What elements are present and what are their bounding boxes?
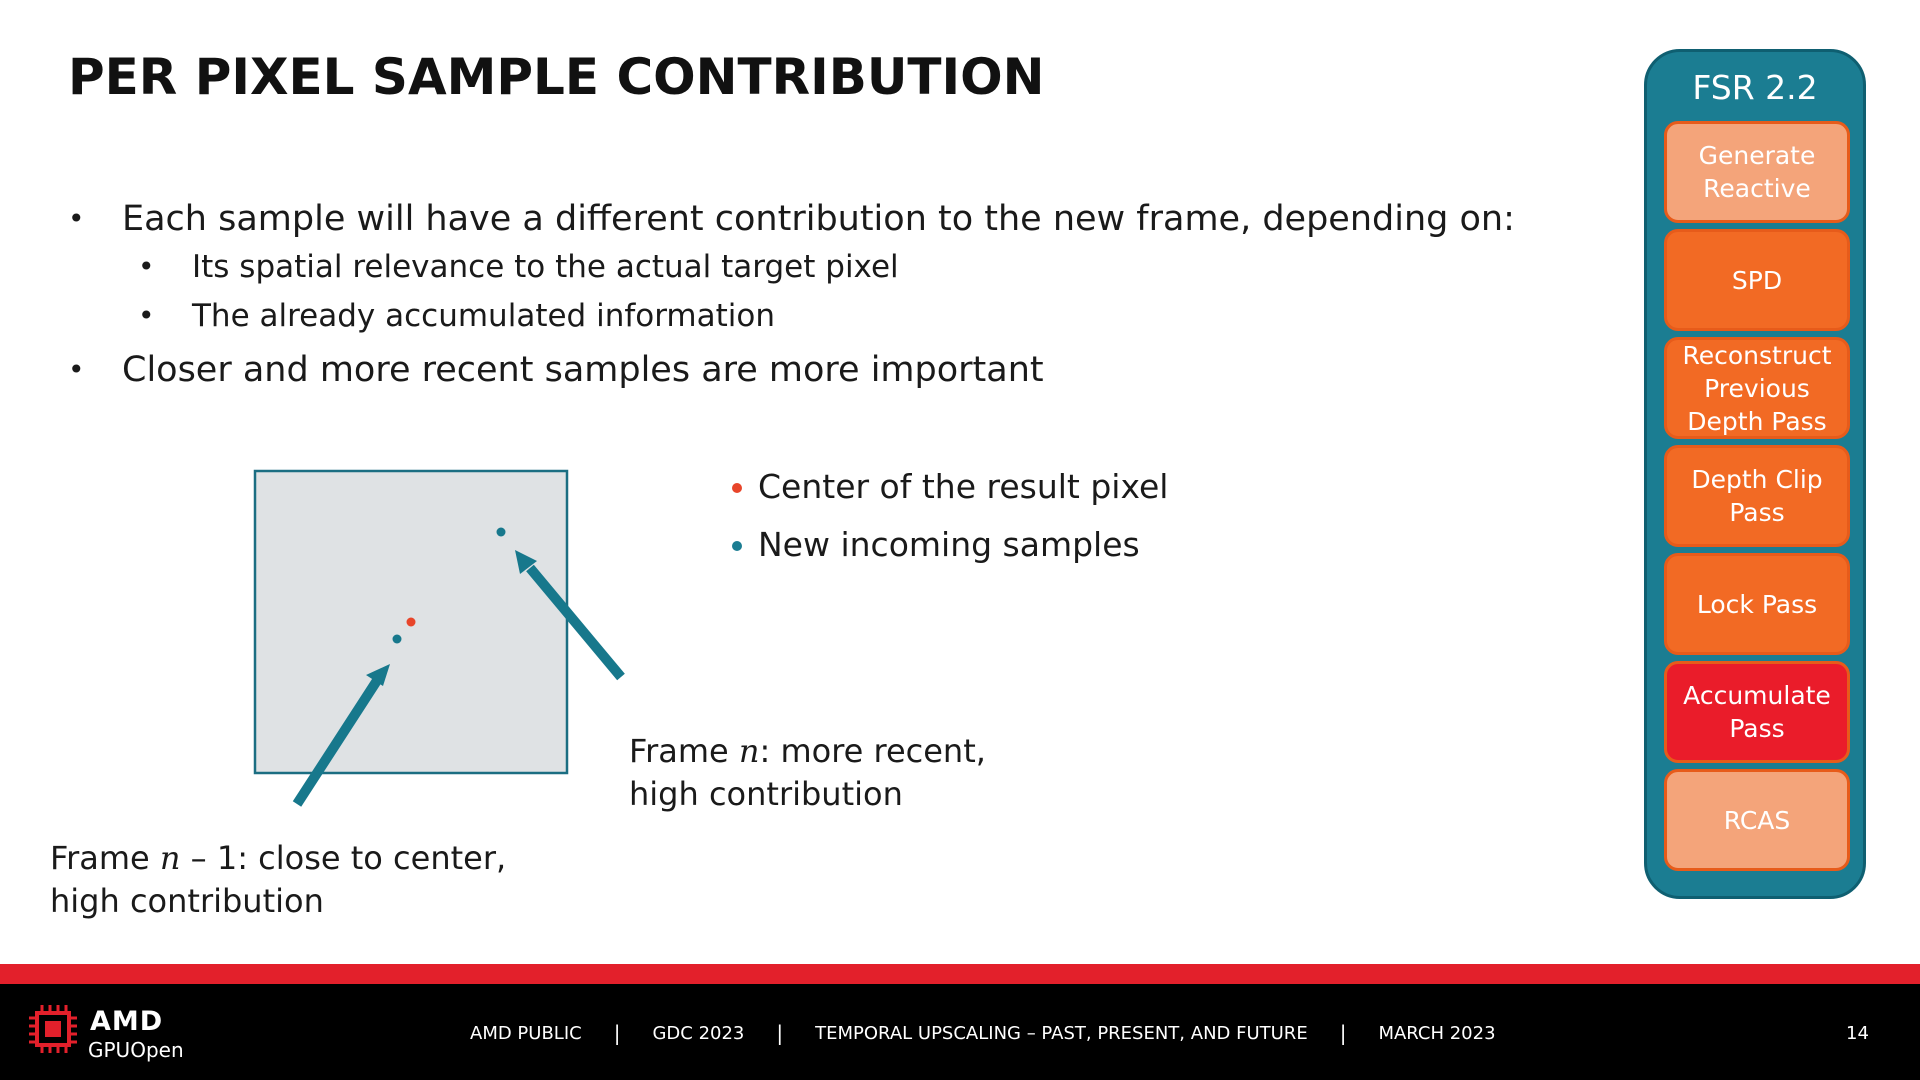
stage-lock-pass: Lock Pass — [1664, 553, 1850, 655]
bullet-text: Closer and more recent samples are more important — [122, 350, 1044, 390]
footer-item: AMD PUBLIC — [470, 1022, 582, 1044]
gpuopen-logo-text: GPUOpen — [88, 1038, 184, 1062]
footer-accent-bar — [0, 964, 1920, 984]
legend-item-center — [730, 464, 1168, 522]
stage-accumulate-pass: Accumulate Pass — [1664, 661, 1850, 763]
amd-logo-text: AMD — [90, 1006, 164, 1037]
footer-separator: | — [613, 1021, 621, 1045]
bullet-dot: • — [138, 299, 155, 332]
arrow-frame-n-shaft — [530, 568, 621, 677]
sub-bullet-item — [68, 246, 1568, 288]
bullet-text: The already accumulated information — [192, 298, 775, 334]
bullet-item — [68, 196, 1568, 242]
bullet-dot: • — [138, 250, 155, 283]
caption-prefix: Frame — [629, 732, 739, 770]
legend-teal-dot — [732, 541, 742, 551]
footer-item: TEMPORAL UPSCALING – PAST, PRESENT, AND FUTURE — [815, 1022, 1308, 1044]
caption-frame-n — [629, 730, 986, 816]
fsr-pipeline-panel — [1644, 49, 1866, 899]
diagram-legend — [730, 464, 1168, 580]
bullet-text: Each sample will have a different contribution to the new frame, depending on: — [122, 199, 1515, 239]
sample-dot-frame-n1 — [393, 635, 402, 644]
bullet-list — [68, 196, 1568, 393]
stage-reconstruct-previous-depth: Reconstruct Previous Depth Pass — [1664, 337, 1850, 439]
caption-prefix: Frame — [50, 839, 160, 877]
legend-label: Center of the result pixel — [758, 467, 1169, 506]
stage-spd: SPD — [1664, 229, 1850, 331]
result-pixel-center-dot — [407, 618, 416, 627]
slide-title: PER PIXEL SAMPLE CONTRIBUTION — [68, 48, 1045, 106]
bullet-dot: • — [68, 202, 85, 235]
footer-separator: | — [1339, 1021, 1347, 1045]
fsr-panel-title: FSR 2.2 — [1692, 68, 1818, 107]
caption-variable: n — [159, 839, 181, 877]
footer-info — [470, 1021, 1496, 1045]
bullet-text: Its spatial relevance to the actual target pixel — [192, 249, 899, 285]
stage-generate-reactive: Generate Reactive — [1664, 121, 1850, 223]
stage-rcas: RCAS — [1664, 769, 1850, 871]
caption-text: – 1: close to center, — [180, 839, 507, 877]
footer-item: GDC 2023 — [652, 1022, 745, 1044]
caption-text: : more recent, — [759, 732, 986, 770]
caption-line2: high contribution — [629, 775, 903, 813]
bullet-item — [68, 347, 1568, 393]
legend-label: New incoming samples — [758, 525, 1140, 564]
caption-line2: high contribution — [50, 882, 324, 920]
legend-item-samples — [730, 522, 1168, 580]
arrow-frame-n1-shaft — [297, 679, 378, 804]
footer-item: MARCH 2023 — [1378, 1022, 1496, 1044]
arrow-frame-n1-head — [366, 664, 390, 686]
sub-bullet-item — [68, 295, 1568, 337]
legend-red-dot — [732, 483, 742, 493]
footer-separator: | — [776, 1021, 784, 1045]
bullet-dot: • — [68, 353, 85, 386]
pixel-square — [255, 471, 567, 773]
caption-variable: n — [738, 732, 760, 770]
caption-frame-n-minus-1 — [50, 837, 506, 923]
stage-depth-clip: Depth Clip Pass — [1664, 445, 1850, 547]
amd-chip-icon — [28, 1004, 78, 1054]
slide-footer — [0, 984, 1920, 1080]
sample-dot-frame-n — [497, 528, 506, 537]
page-number: 14 — [1846, 1023, 1869, 1044]
arrow-frame-n-head — [515, 550, 537, 574]
